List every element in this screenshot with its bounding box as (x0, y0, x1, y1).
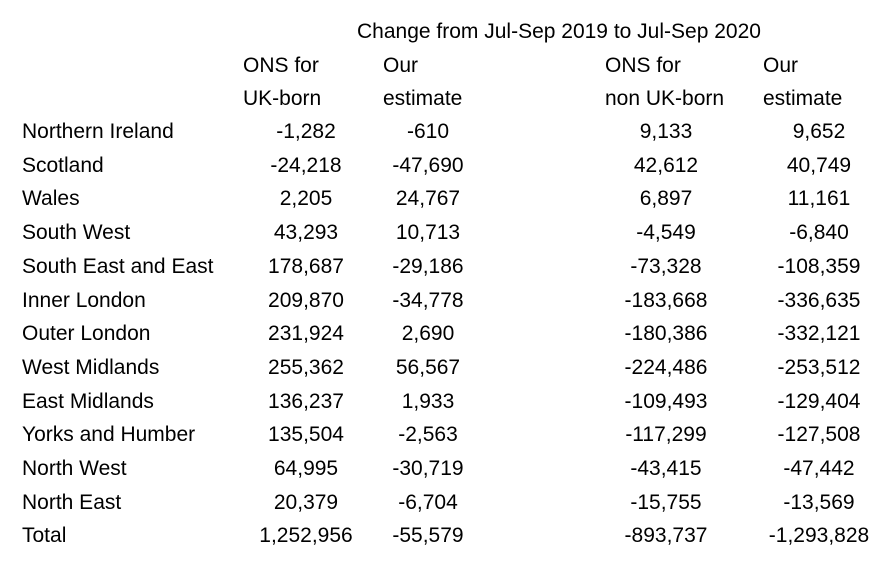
table-row (0, 385, 892, 419)
col-header-ons-uk-line1: ONS for (243, 54, 319, 77)
value-ons-uk-born: 64,995 (273, 457, 339, 480)
value-ons-uk-born: -1,282 (276, 120, 336, 143)
value-our-estimate-uk: -34,778 (392, 289, 464, 312)
col-header-ons-uk-line2: UK-born (243, 87, 322, 110)
table-row (0, 149, 892, 183)
value-our-estimate-uk: 1,933 (401, 390, 455, 413)
table-row (0, 284, 892, 318)
value-our-estimate-non-uk: -253,512 (777, 356, 861, 379)
col-header-our-uk-line1: Our (383, 54, 419, 77)
region-label: East Midlands (22, 390, 154, 413)
table-row (0, 486, 892, 520)
value-our-estimate-non-uk: 11,161 (787, 187, 851, 210)
value-ons-uk-born: 1,252,956 (259, 524, 353, 547)
value-our-estimate-uk: -29,186 (392, 255, 464, 278)
region-label: West Midlands (22, 356, 160, 379)
table-row-total (0, 519, 892, 553)
value-ons-non-uk-born: -109,493 (624, 390, 708, 413)
table-row (0, 182, 892, 216)
value-ons-non-uk-born: -183,668 (624, 289, 708, 312)
value-ons-non-uk-born: 42,612 (633, 154, 699, 177)
col-header-our-uk-line2: estimate (383, 87, 463, 110)
value-our-estimate-non-uk: -332,121 (777, 322, 861, 345)
value-our-estimate-non-uk: -13,569 (783, 491, 855, 514)
value-our-estimate-non-uk: -336,635 (777, 289, 861, 312)
value-ons-non-uk-born: -43,415 (630, 457, 702, 480)
region-label: Scotland (22, 154, 104, 177)
table-row (0, 317, 892, 351)
col-header-ons-nonuk-line1: ONS for (605, 54, 681, 77)
value-ons-uk-born: 136,237 (268, 390, 344, 413)
value-our-estimate-uk: 56,567 (395, 356, 461, 379)
header-row-1 (0, 49, 892, 83)
title-row (0, 15, 892, 49)
value-ons-uk-born: 135,504 (268, 423, 344, 446)
table-row (0, 216, 892, 250)
value-ons-non-uk-born: 9,133 (639, 120, 693, 143)
value-ons-uk-born: 20,379 (273, 491, 339, 514)
value-ons-uk-born: -24,218 (270, 154, 342, 177)
value-ons-non-uk-born: -224,486 (624, 356, 708, 379)
region-label: Outer London (22, 322, 151, 345)
value-our-estimate-uk: 10,713 (395, 221, 461, 244)
col-header-ons-nonuk-line2: non UK-born (605, 87, 725, 110)
region-label: Total (22, 524, 67, 547)
value-ons-uk-born: 2,205 (279, 187, 333, 210)
value-our-estimate-non-uk: -47,442 (783, 457, 855, 480)
value-ons-non-uk-born: -73,328 (630, 255, 702, 278)
value-our-estimate-non-uk: -6,840 (789, 221, 849, 244)
value-ons-uk-born: 209,870 (268, 289, 344, 312)
value-our-estimate-non-uk: -129,404 (777, 390, 861, 413)
value-our-estimate-uk: 24,767 (395, 187, 461, 210)
region-label: North East (22, 491, 122, 514)
value-our-estimate-non-uk: 40,749 (786, 154, 852, 177)
value-ons-uk-born: 43,293 (273, 221, 339, 244)
col-header-our-nonuk-line2: estimate (763, 87, 843, 110)
value-ons-non-uk-born: -180,386 (624, 322, 708, 345)
region-label: Northern Ireland (22, 120, 174, 143)
region-label: South East and East (22, 255, 214, 278)
value-our-estimate-uk: 2,690 (401, 322, 455, 345)
value-our-estimate-non-uk: -127,508 (777, 423, 861, 446)
table-title: Change from Jul-Sep 2019 to Jul-Sep 2020 (357, 20, 761, 43)
header-row-2 (0, 82, 892, 116)
region-label: North West (22, 457, 127, 480)
value-ons-non-uk-born: -893,737 (624, 524, 708, 547)
region-label: South West (22, 221, 131, 244)
value-ons-non-uk-born: -4,549 (636, 221, 696, 244)
value-ons-uk-born: 255,362 (268, 356, 344, 379)
value-ons-non-uk-born: 6,897 (639, 187, 693, 210)
value-ons-uk-born: 231,924 (268, 322, 344, 345)
table-row (0, 351, 892, 385)
value-our-estimate-uk: -2,563 (398, 423, 458, 446)
value-our-estimate-uk: -610 (406, 120, 450, 143)
region-label: Inner London (22, 289, 146, 312)
value-ons-non-uk-born: -15,755 (630, 491, 702, 514)
value-our-estimate-non-uk: -108,359 (777, 255, 861, 278)
value-our-estimate-non-uk: 9,652 (792, 120, 846, 143)
value-our-estimate-uk: -6,704 (398, 491, 458, 514)
value-our-estimate-uk: -30,719 (392, 457, 464, 480)
value-ons-uk-born: 178,687 (268, 255, 344, 278)
region-label: Yorks and Humber (22, 423, 196, 446)
table-row (0, 418, 892, 452)
table-row (0, 452, 892, 486)
value-our-estimate-uk: -55,579 (392, 524, 464, 547)
value-ons-non-uk-born: -117,299 (625, 423, 707, 446)
region-label: Wales (22, 187, 80, 210)
value-our-estimate-uk: -47,690 (392, 154, 464, 177)
table-row (0, 250, 892, 284)
col-header-our-nonuk-line1: Our (763, 54, 799, 77)
table-row (0, 115, 892, 149)
value-our-estimate-non-uk: -1,293,828 (768, 524, 870, 547)
